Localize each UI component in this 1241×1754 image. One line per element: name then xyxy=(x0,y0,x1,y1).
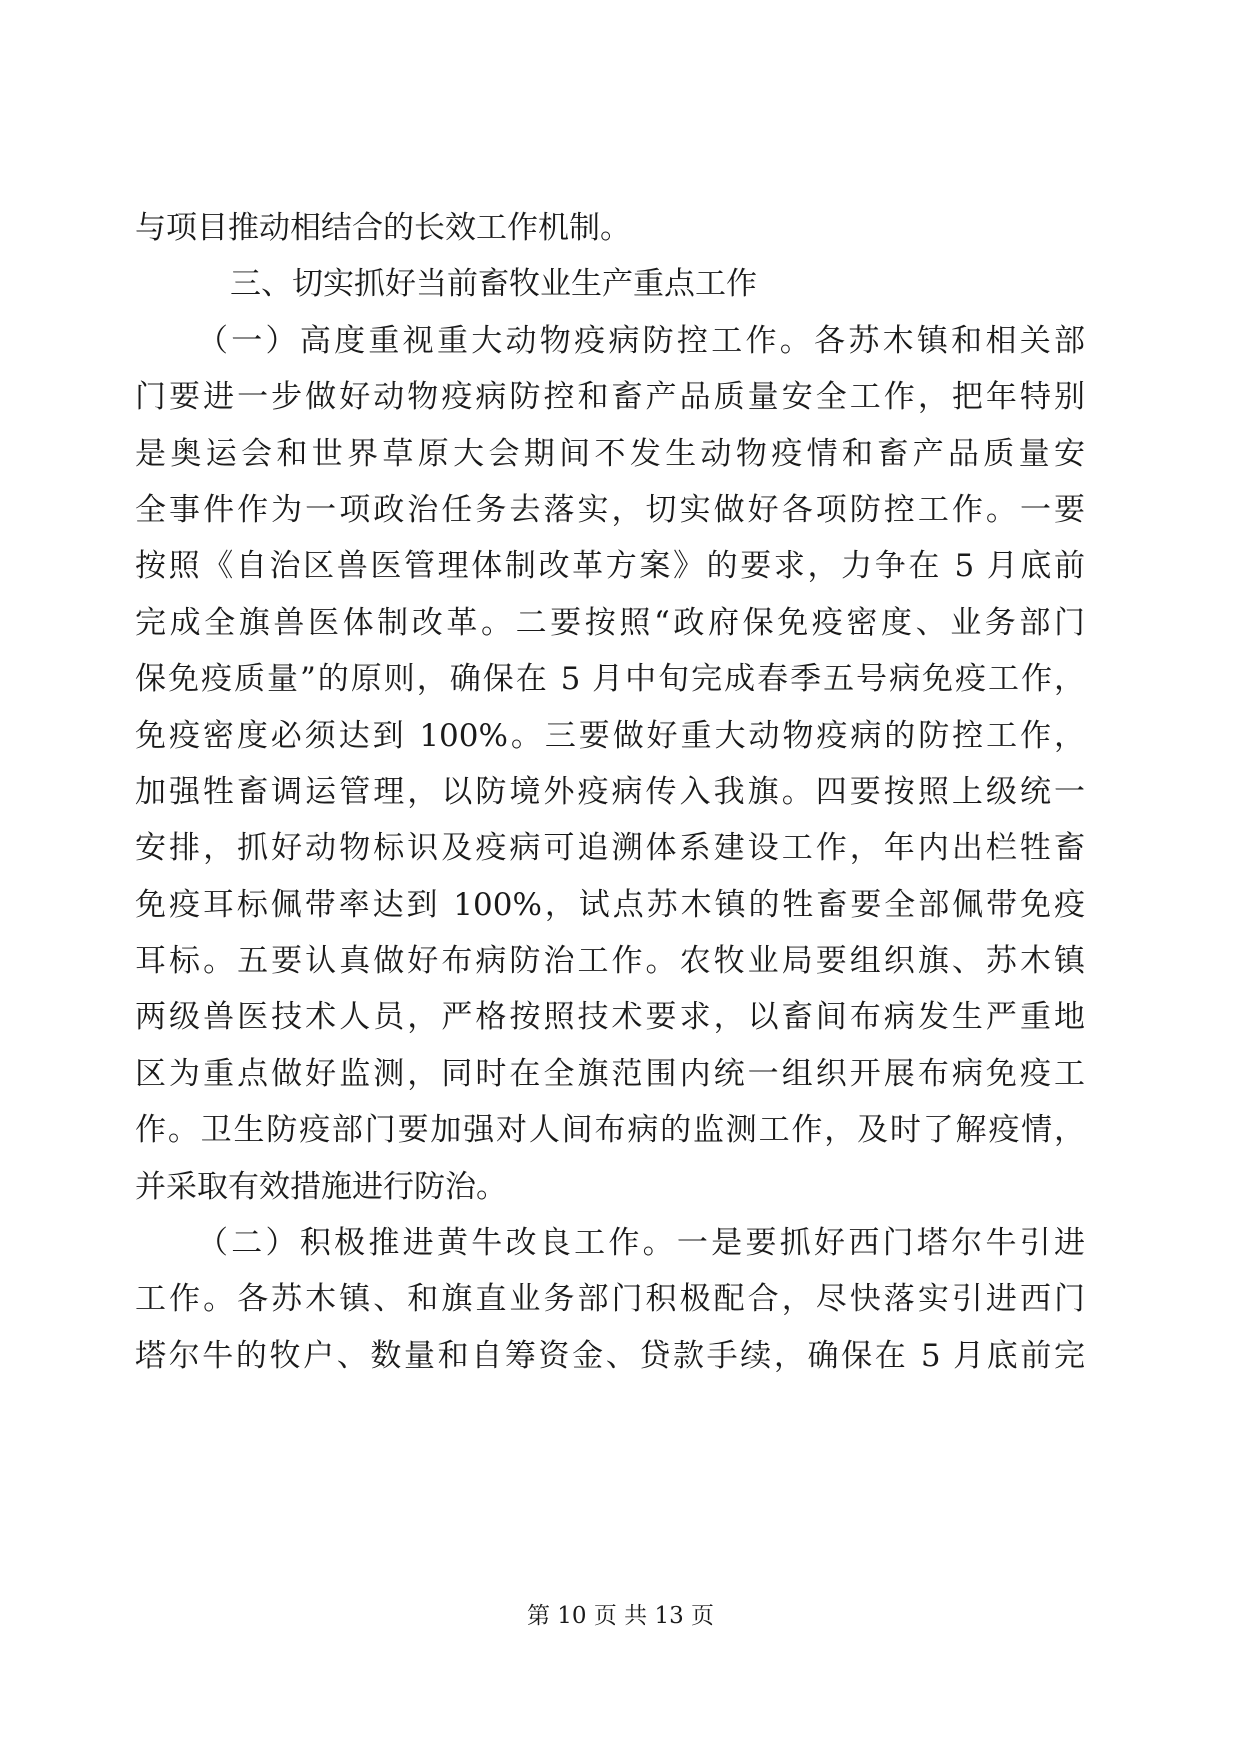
section-heading: 三、切实抓好当前畜牧业生产重点工作 xyxy=(230,266,757,303)
text-line: 加强牲畜调运管理，以防境外疫病传入我旗。四要按照上级统一 xyxy=(135,773,1085,810)
text-line: 安排，抓好动物标识及疫病可追溯体系建设工作，年内出栏牲畜 xyxy=(135,830,1085,867)
text-line: 区为重点做好监测，同时在全旗范围内统一组织开展布病免疫工 xyxy=(135,1055,1085,1092)
text-line: 工作。各苏木镇、和旗直业务部门积极配合，尽快落实引进西门 xyxy=(135,1281,1085,1318)
document-body xyxy=(135,200,1085,1384)
text-line: 与项目推动相结合的长效工作机制。 xyxy=(135,210,631,246)
text-line: 并采取有效措施进行防治。 xyxy=(135,1168,507,1205)
text-line: 耳标。五要认真做好布病防治工作。农牧业局要组织旗、苏木镇 xyxy=(135,943,1085,980)
text-line: 是奥运会和世界草原大会期间不发生动物疫情和畜产品质量安 xyxy=(135,435,1085,472)
text-line: 免疫密度必须达到 100%。三要做好重大动物疫病的防控工作， xyxy=(135,717,1085,754)
page-footer: 第 10 页 共 13 页 xyxy=(526,1603,715,1629)
text-line: 按照《自治区兽医管理体制改革方案》的要求，力争在 5 月底前 xyxy=(135,548,1085,585)
text-line: （二）积极推进黄牛改良工作。一是要抓好西门塔尔牛引进 xyxy=(197,1225,1085,1262)
text-line: 免疫耳标佩带率达到 100%，试点苏木镇的牲畜要全部佩带免疫 xyxy=(135,886,1085,923)
text-line: 保免疫质量”的原则，确保在 5 月中旬完成春季五号病免疫工作， xyxy=(135,661,1085,698)
text-line: 作。卫生防疫部门要加强对人间布病的监测工作，及时了解疫情， xyxy=(135,1112,1085,1149)
text-line: 塔尔牛的牧户、数量和自筹资金、贷款手续，确保在 5 月底前完 xyxy=(135,1337,1085,1374)
text-line: （一）高度重视重大动物疫病防控工作。各苏木镇和相关部 xyxy=(197,322,1085,359)
text-line: 两级兽医技术人员，严格按照技术要求，以畜间布病发生严重地 xyxy=(135,999,1085,1036)
text-line: 门要进一步做好动物疫病防控和畜产品质量安全工作，把年特别 xyxy=(135,379,1085,416)
text-line: 全事件作为一项政治任务去落实，切实做好各项防控工作。一要 xyxy=(135,491,1085,528)
text-line: 完成全旗兽医体制改革。二要按照“政府保免疫密度、业务部门 xyxy=(135,604,1085,641)
